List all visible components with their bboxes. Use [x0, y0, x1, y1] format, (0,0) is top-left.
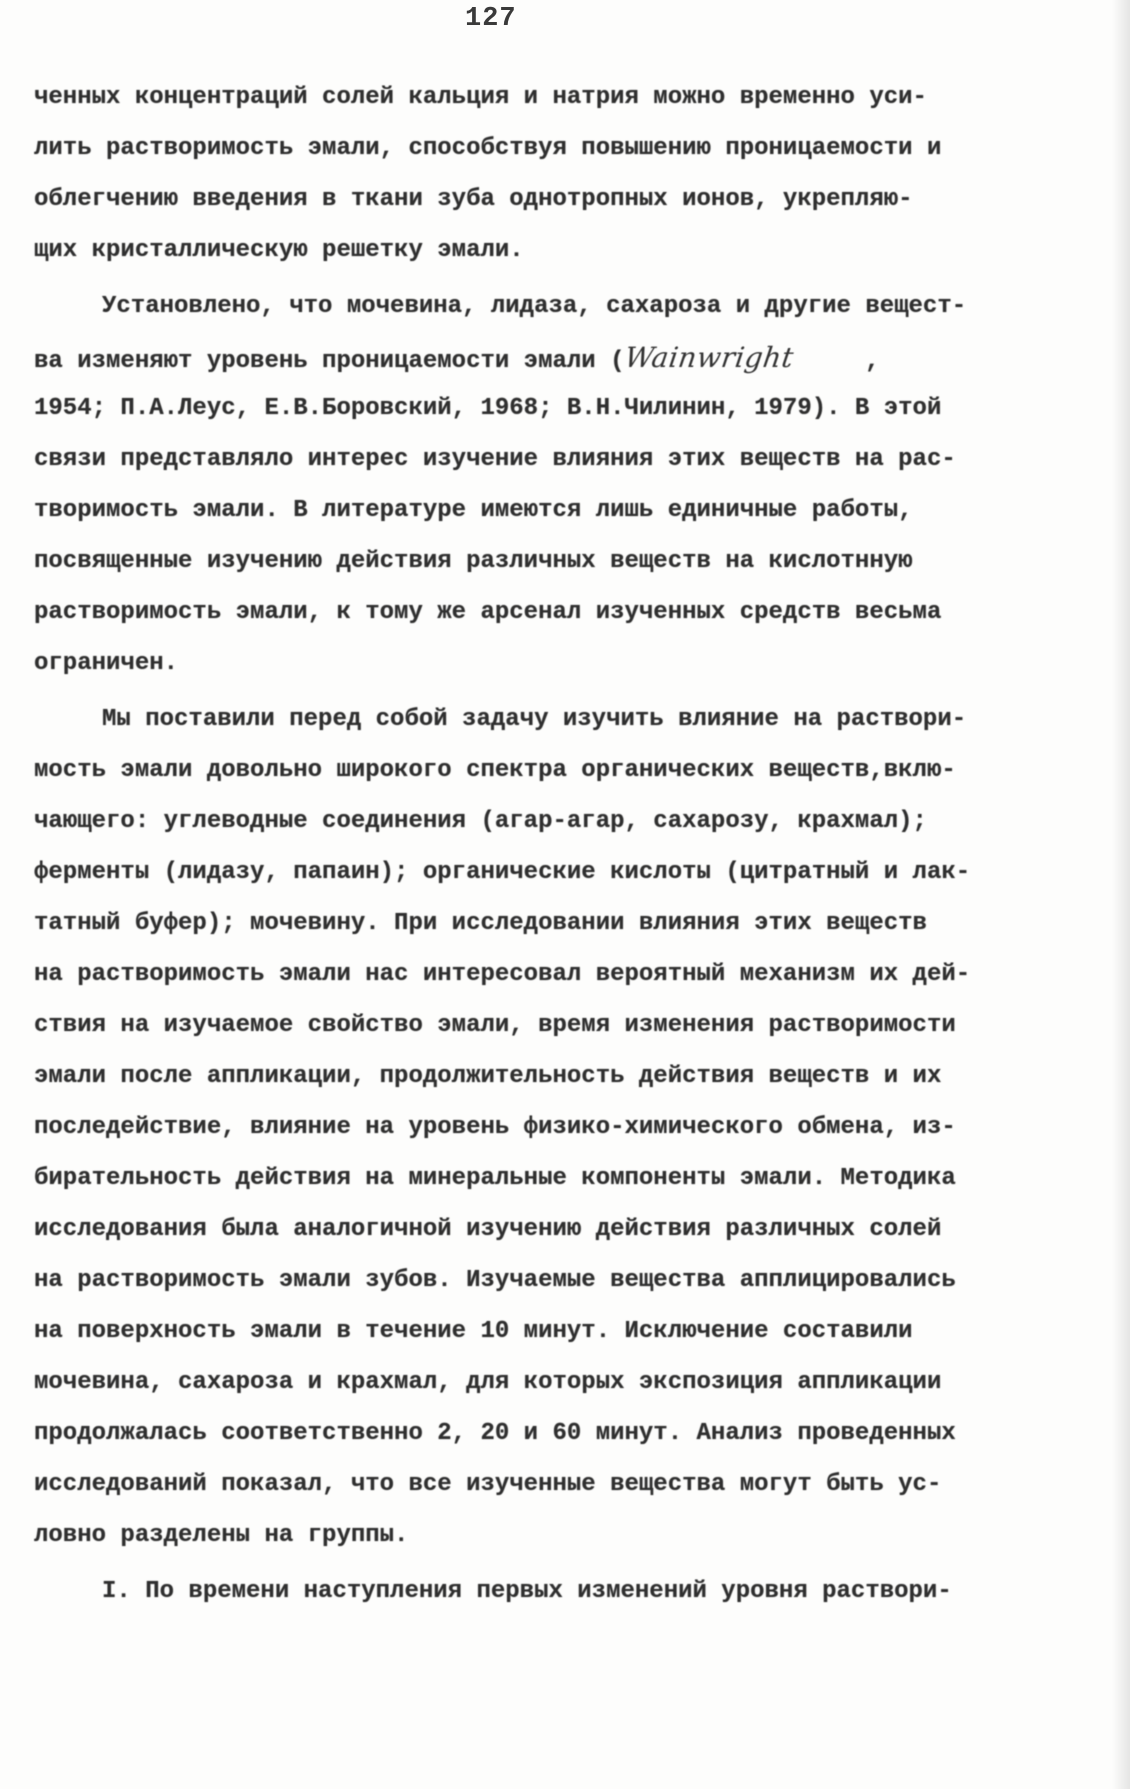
- text-line: на растворимость эмали нас интересовал вероятный механизм их дей-: [34, 961, 971, 988]
- text-line: ловно разделены на группы.: [34, 1522, 409, 1549]
- text-line: эмали после аппликации, продолжительность действия веществ и их: [34, 1063, 942, 1090]
- text-line: исследований показал, что все изученные вещества могут быть ус-: [34, 1471, 942, 1498]
- text-fragment: ва изменяют уровень проницаемости эмали (: [34, 348, 625, 375]
- text-line: облегчению введения в ткани зуба однотропных ионов, укрепляю-: [34, 186, 913, 213]
- text-line: I. По времени наступления первых изменений уровня раствори-: [102, 1578, 952, 1605]
- text-line: лить растворимость эмали, способствуя повышению проницаемости и: [34, 135, 942, 162]
- text-line: на поверхность эмали в течение 10 минут. Исключение составили: [34, 1318, 913, 1345]
- body-text: [34, 72, 1074, 1617]
- text-line: посвященные изучению действия различных веществ на кислотнную: [34, 548, 913, 575]
- text-fragment: ,: [865, 348, 880, 375]
- text-line: ствия на изучаемое свойство эмали, время изменения растворимости: [34, 1012, 956, 1039]
- text-line: творимость эмали. В литературе имеются лишь единичные работы,: [34, 497, 913, 524]
- text-line: растворимость эмали, к тому же арсенал изученных средств весьма: [34, 599, 942, 626]
- text-line: Мы поставили перед собой задачу изучить влияние на раствори-: [102, 706, 967, 733]
- text-line: ферменты (лидазу, папаин); органические кислоты (цитратный и лак-: [34, 859, 971, 886]
- text-line: последействие, влияние на уровень физико-химического обмена, из-: [34, 1114, 956, 1141]
- text-line: ограничен.: [34, 650, 179, 677]
- text-line: 1954; П.А.Леус, Е.В.Боровский, 1968; В.Н.Чилинин, 1979). В этой: [34, 395, 942, 422]
- text-line: бирательность действия на минеральные компоненты эмали. Методика: [34, 1165, 956, 1192]
- page-edge-shadow: [1112, 0, 1130, 1789]
- text-fragment: [793, 348, 865, 375]
- text-line: на растворимость эмали зубов. Изучаемые вещества апплицировались: [34, 1267, 956, 1294]
- page-number: 127: [465, 4, 517, 34]
- text-line: мость эмали довольно широкого спектра органических веществ,вклю-: [34, 757, 956, 784]
- text-line-with-citation: [34, 332, 1074, 383]
- text-line: Установлено, что мочевина, лидаза, сахароза и другие вещест-: [102, 293, 967, 320]
- text-line: мочевина, сахароза и крахмал, для которых экспозиция аппликации: [34, 1369, 942, 1396]
- text-line: чающего: углеводные соединения (агар-агар, сахарозу, крахмал);: [34, 808, 927, 835]
- text-line: продолжалась соответственно 2, 20 и 60 минут. Анализ проведенных: [34, 1420, 956, 1447]
- text-line: связи представляло интерес изучение влияния этих веществ на рас-: [34, 446, 956, 473]
- text-line: щих кристаллическую решетку эмали.: [34, 237, 524, 264]
- text-line: татный буфер); мочевину. При исследовании влияния этих веществ: [34, 910, 927, 937]
- text-line: ченных концентраций солей кальция и натрия можно временно уси-: [34, 84, 927, 111]
- text-line: исследования была аналогичной изучению действия различных солей: [34, 1216, 942, 1243]
- handwritten-author-name: Wainwright: [622, 341, 796, 374]
